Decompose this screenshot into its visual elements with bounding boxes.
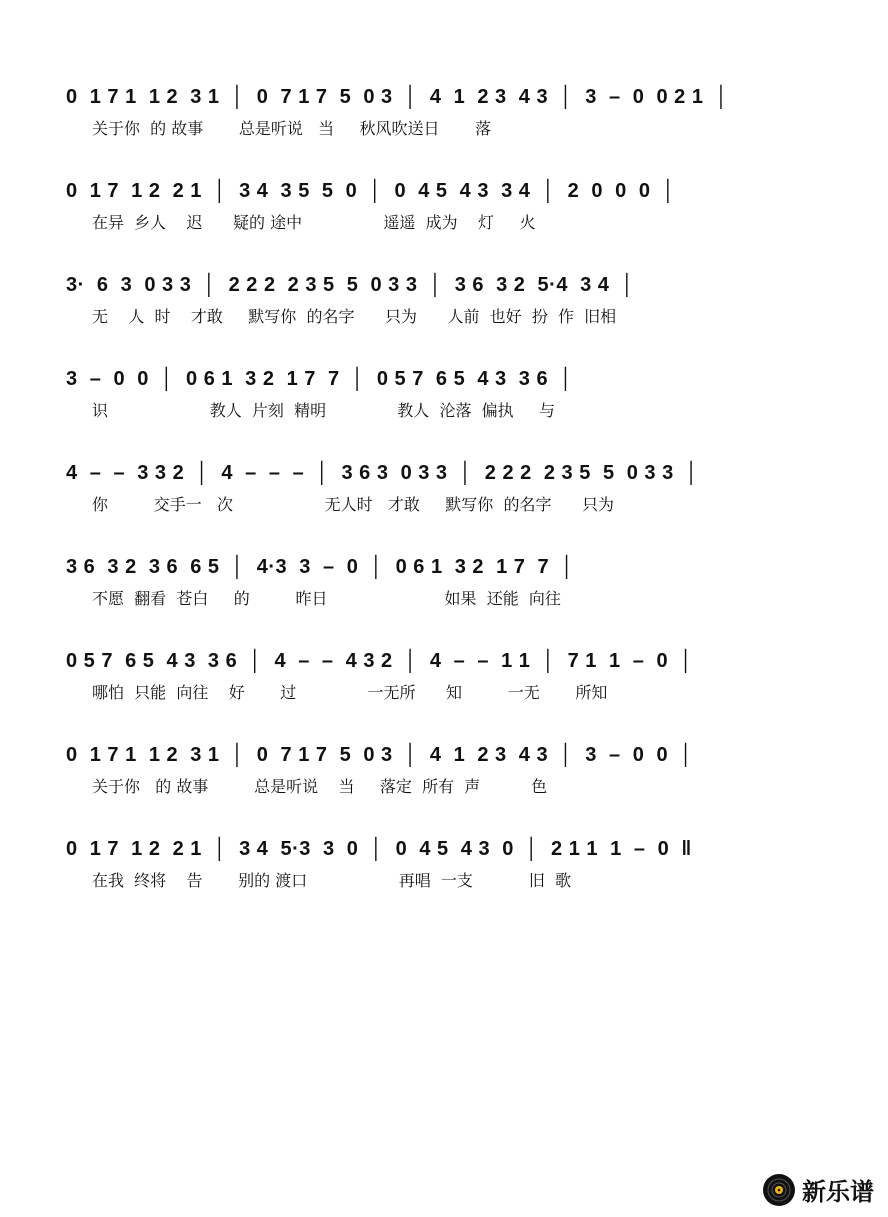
site-logo-text: 新乐谱 (802, 1178, 874, 1206)
score-system-2 (0, 176, 888, 256)
lyrics-row: 你 交手一 次 无人时 才敢 默写你 的名字 只为 (92, 495, 614, 514)
notation-row: 0 1 7 1 2 2 1 │ 3 4 3 5 5 0 │ 0 4 5 4 3 3 4 │ 2 0 0 0 │ (66, 180, 676, 202)
notation-row: 0 5 7 6 5 4 3 3 6 │ 4 – – 4 3 2 │ 4 – – 1 1 │ 7 1 1 – 0 │ (66, 650, 694, 672)
score-system-8 (0, 740, 888, 820)
score-system-1 (0, 82, 888, 162)
notation-row: 0 1 7 1 2 2 1 │ 3 4 5·3 3 0 │ 0 4 5 4 3 0 │ 2 1 1 1 – 0 ‖ (66, 838, 692, 860)
lyrics-row: 在我 终将 告 别的 渡口 再唱 一支 旧 歌 (92, 871, 572, 890)
score-system-3 (0, 270, 888, 350)
lyrics-row: 识 教人 片刻 精明 教人 沦落 偏执 与 (92, 401, 556, 420)
lyrics-row: 关于你 的 故事 总是听说 当 秋风吹送日 落 (92, 119, 492, 138)
notation-row: 0 1 7 1 1 2 3 1 │ 0 7 1 7 5 0 3 │ 4 1 2 3 4 3 │ 3 – 0 0 2 1 │ (66, 86, 729, 108)
score-system-6 (0, 552, 888, 632)
lyrics-row: 无 人 时 才敢 默写你 的名字 只为 人前 也好 扮 作 旧相 (92, 307, 617, 326)
notation-row: 3· 6 3 0 3 3 │ 2 2 2 2 3 5 5 0 3 3 │ 3 6 3 2 5·4 3 4 │ (66, 274, 635, 296)
score-system-4 (0, 364, 888, 444)
score-system-5 (0, 458, 888, 538)
lyrics-row: 在异 乡人 迟 疑的 途中 遥遥 成为 灯 火 (92, 213, 536, 232)
vinyl-record-icon (762, 1173, 796, 1207)
score-system-9 (0, 834, 888, 914)
site-logo (762, 1172, 874, 1207)
notation-row: 0 1 7 1 1 2 3 1 │ 0 7 1 7 5 0 3 │ 4 1 2 3 4 3 │ 3 – 0 0 │ (66, 744, 694, 766)
lyrics-row: 哪怕 只能 向往 好 过 一无所 知 一无 所知 (92, 683, 608, 702)
score-system-7 (0, 646, 888, 726)
lyrics-row: 不愿 翻看 苍白 的 昨日 如果 还能 向往 (92, 589, 561, 608)
lyrics-row: 关于你 的 故事 总是听说 当 落定 所有 声 色 (92, 777, 548, 796)
notation-row: 4 – – 3 3 2 │ 4 – – – │ 3 6 3 0 3 3 │ 2 2 2 2 3 5 5 0 3 3 │ (66, 462, 699, 484)
notation-row: 3 6 3 2 3 6 6 5 │ 4·3 3 – 0 │ 0 6 1 3 2 1 7 7 │ (66, 556, 575, 578)
notation-row: 3 – 0 0 │ 0 6 1 3 2 1 7 7 │ 0 5 7 6 5 4 3 3 6 │ (66, 368, 574, 390)
